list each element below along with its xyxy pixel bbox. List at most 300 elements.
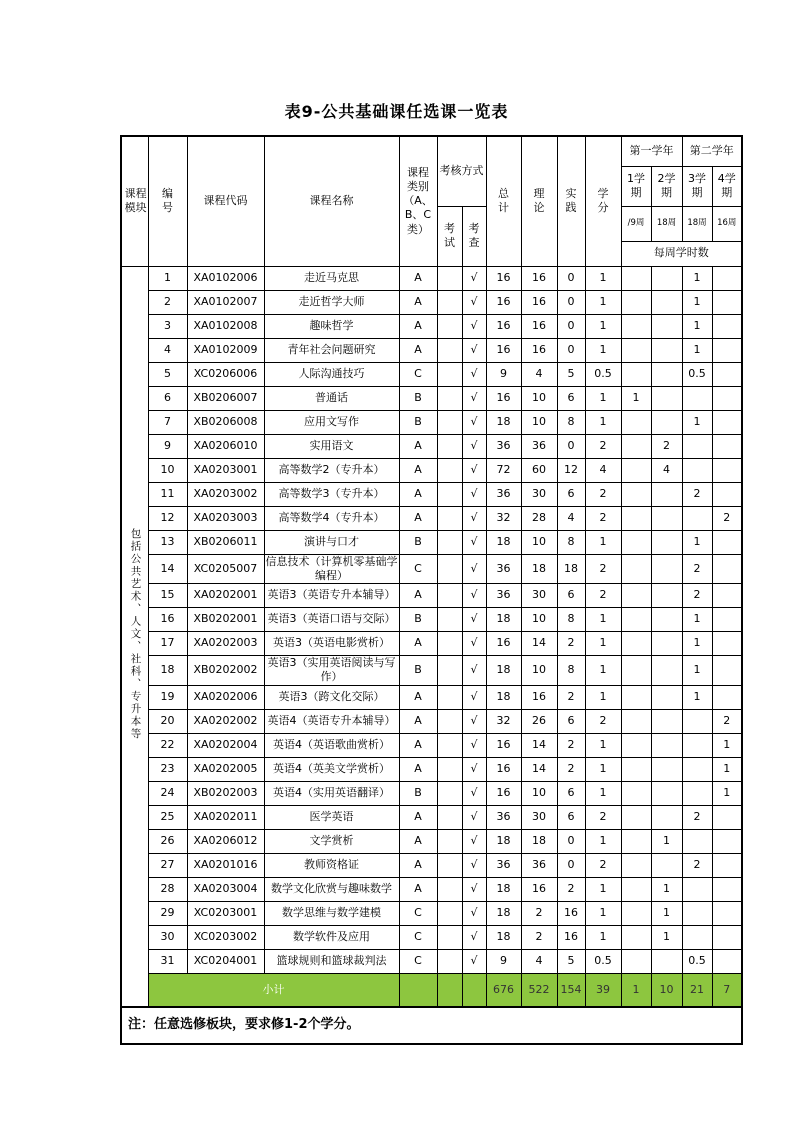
sem2-hours	[651, 757, 682, 781]
header-credits-label: 学分	[597, 186, 609, 215]
practice-hours: 2	[557, 632, 585, 656]
course-code: XA0202002	[187, 709, 264, 733]
exam-mark	[437, 554, 462, 584]
course-name: 走近哲学大师	[264, 290, 399, 314]
row-number: 2	[148, 290, 187, 314]
course-name: 演讲与口才	[264, 530, 399, 554]
credits-value: 1	[585, 656, 621, 686]
course-category: A	[399, 733, 437, 757]
sem2-hours	[651, 656, 682, 686]
total-hours: 18	[486, 829, 521, 853]
row-number: 31	[148, 949, 187, 973]
course-name: 实用语文	[264, 434, 399, 458]
sem1-hours	[621, 901, 651, 925]
theory-hours: 4	[521, 362, 557, 386]
table-row	[121, 314, 742, 338]
header-sem4	[712, 166, 742, 206]
practice-hours: 5	[557, 949, 585, 973]
check-mark: √	[462, 530, 486, 554]
course-name: 英语3（实用英语阅读与写作）	[264, 656, 399, 686]
practice-hours: 0	[557, 314, 585, 338]
total-hours: 18	[486, 608, 521, 632]
credits-value: 4	[585, 458, 621, 482]
practice-hours: 6	[557, 482, 585, 506]
practice-hours: 6	[557, 584, 585, 608]
check-mark: √	[462, 386, 486, 410]
check-mark: √	[462, 266, 486, 290]
sem2-hours	[651, 853, 682, 877]
sem1-hours	[621, 584, 651, 608]
course-code: XA0203001	[187, 458, 264, 482]
theory-hours: 10	[521, 608, 557, 632]
header-sem4-label: 4学期	[717, 171, 736, 199]
theory-hours: 18	[521, 829, 557, 853]
course-code: XA0202006	[187, 685, 264, 709]
sem3-hours: 1	[682, 314, 712, 338]
exam-mark	[437, 410, 462, 434]
credits-value: 1	[585, 608, 621, 632]
sem2-hours	[651, 584, 682, 608]
check-mark: √	[462, 482, 486, 506]
table-row	[121, 925, 742, 949]
sem1-hours	[621, 458, 651, 482]
course-category: C	[399, 362, 437, 386]
sem2-hours	[651, 709, 682, 733]
theory-hours: 16	[521, 314, 557, 338]
check-mark: √	[462, 362, 486, 386]
course-name: 普通话	[264, 386, 399, 410]
practice-hours: 0	[557, 853, 585, 877]
practice-hours: 8	[557, 410, 585, 434]
theory-hours: 16	[521, 877, 557, 901]
course-code: XA0102007	[187, 290, 264, 314]
theory-hours: 60	[521, 458, 557, 482]
header-category-label: 课程类别（A、B、C类）	[403, 165, 433, 236]
header-number-label: 编号	[162, 186, 173, 215]
total-hours: 16	[486, 632, 521, 656]
practice-hours: 2	[557, 757, 585, 781]
course-category: A	[399, 709, 437, 733]
course-code: XA0206012	[187, 829, 264, 853]
sem2-hours	[651, 554, 682, 584]
exam-mark	[437, 482, 462, 506]
table-row	[121, 829, 742, 853]
sem2-hours: 1	[651, 829, 682, 853]
exam-mark	[437, 709, 462, 733]
header-weeks2: 18周	[651, 206, 682, 241]
header-sem3	[682, 166, 712, 206]
row-number: 30	[148, 925, 187, 949]
course-category: B	[399, 530, 437, 554]
row-number: 27	[148, 853, 187, 877]
check-mark: √	[462, 853, 486, 877]
sem2-hours: 1	[651, 877, 682, 901]
exam-mark	[437, 338, 462, 362]
sem2-hours	[651, 386, 682, 410]
exam-mark	[437, 685, 462, 709]
total-hours: 16	[486, 314, 521, 338]
sem1-hours	[621, 608, 651, 632]
practice-hours: 16	[557, 901, 585, 925]
sem4-hours	[712, 656, 742, 686]
practice-hours: 0	[557, 266, 585, 290]
sem1-hours	[621, 530, 651, 554]
course-category: C	[399, 554, 437, 584]
header-weeks3: 18周	[682, 206, 712, 241]
sem4-hours: 2	[712, 506, 742, 530]
row-number: 22	[148, 733, 187, 757]
practice-hours: 2	[557, 733, 585, 757]
sem1-hours	[621, 362, 651, 386]
header-check	[462, 206, 486, 266]
sem1-hours	[621, 949, 651, 973]
header-practice	[557, 136, 585, 266]
practice-hours: 6	[557, 386, 585, 410]
course-code: XA0202001	[187, 584, 264, 608]
sem3-hours	[682, 733, 712, 757]
course-category: B	[399, 656, 437, 686]
row-number: 1	[148, 266, 187, 290]
sem4-hours: 2	[712, 709, 742, 733]
course-name: 英语3（英语口语与交际）	[264, 608, 399, 632]
header-year2: 第二学年	[682, 136, 742, 166]
sem1-hours	[621, 410, 651, 434]
check-mark: √	[462, 458, 486, 482]
table-row	[121, 685, 742, 709]
course-name: 英语3（英语电影赏析）	[264, 632, 399, 656]
credits-value: 1	[585, 733, 621, 757]
course-code: XC0205007	[187, 554, 264, 584]
credits-value: 1	[585, 877, 621, 901]
table-row	[121, 338, 742, 362]
course-category: B	[399, 410, 437, 434]
row-number: 29	[148, 901, 187, 925]
sem1-hours	[621, 632, 651, 656]
sem1-hours: 1	[621, 386, 651, 410]
check-mark: √	[462, 781, 486, 805]
theory-hours: 14	[521, 733, 557, 757]
table-row	[121, 434, 742, 458]
module-cell	[121, 266, 148, 1007]
course-code: XA0203004	[187, 877, 264, 901]
table-row	[121, 482, 742, 506]
sem4-hours	[712, 458, 742, 482]
check-mark: √	[462, 685, 486, 709]
credits-value: 2	[585, 434, 621, 458]
row-number: 6	[148, 386, 187, 410]
course-category: B	[399, 781, 437, 805]
sem3-hours: 1	[682, 266, 712, 290]
course-code: XB0206008	[187, 410, 264, 434]
exam-mark	[437, 949, 462, 973]
row-number: 11	[148, 482, 187, 506]
exam-mark	[437, 458, 462, 482]
course-name: 信息技术（计算机零基础学编程）	[265, 554, 398, 582]
sem2-hours	[651, 266, 682, 290]
check-mark: √	[462, 314, 486, 338]
credits-value: 1	[585, 386, 621, 410]
sem3-hours: 1	[682, 530, 712, 554]
theory-hours: 30	[521, 584, 557, 608]
theory-hours: 2	[521, 925, 557, 949]
sem1-hours	[621, 338, 651, 362]
subtotal-practice: 154	[557, 973, 585, 1007]
practice-hours: 0	[557, 829, 585, 853]
check-mark: √	[462, 338, 486, 362]
sem4-hours	[712, 386, 742, 410]
header-module-label: 课程模块	[124, 186, 147, 215]
exam-mark	[437, 314, 462, 338]
theory-hours: 10	[521, 656, 557, 686]
practice-hours: 16	[557, 925, 585, 949]
total-hours: 36	[486, 805, 521, 829]
check-mark: √	[462, 709, 486, 733]
exam-mark	[437, 853, 462, 877]
credits-value: 2	[585, 709, 621, 733]
course-code: XA0102009	[187, 338, 264, 362]
check-mark: √	[462, 434, 486, 458]
sem3-hours: 2	[682, 554, 712, 584]
header-exam-label: 考试	[444, 221, 455, 249]
sem4-hours	[712, 608, 742, 632]
sem3-hours: 1	[682, 338, 712, 362]
table-row	[121, 877, 742, 901]
check-mark: √	[462, 554, 486, 584]
credits-value: 1	[585, 901, 621, 925]
sem3-hours	[682, 877, 712, 901]
sem1-hours	[621, 482, 651, 506]
total-hours: 18	[486, 877, 521, 901]
credits-value: 1	[585, 757, 621, 781]
exam-mark	[437, 506, 462, 530]
exam-mark	[437, 901, 462, 925]
sem4-hours	[712, 266, 742, 290]
course-name: 英语3（跨文化交际）	[264, 685, 399, 709]
sem1-hours	[621, 434, 651, 458]
practice-hours: 2	[557, 685, 585, 709]
sem2-hours	[651, 338, 682, 362]
row-number: 23	[148, 757, 187, 781]
table-row	[121, 632, 742, 656]
row-number: 7	[148, 410, 187, 434]
theory-hours: 28	[521, 506, 557, 530]
table-row	[121, 584, 742, 608]
check-mark: √	[462, 656, 486, 686]
header-credits	[585, 136, 621, 266]
theory-hours: 36	[521, 434, 557, 458]
sem4-hours	[712, 482, 742, 506]
sem4-hours	[712, 685, 742, 709]
row-number: 18	[148, 656, 187, 686]
table-row	[121, 362, 742, 386]
course-name: 青年社会问题研究	[264, 338, 399, 362]
total-hours: 18	[486, 656, 521, 686]
sem2-hours	[651, 733, 682, 757]
exam-mark	[437, 632, 462, 656]
sem2-hours: 1	[651, 901, 682, 925]
table-row	[121, 757, 742, 781]
course-name: 英语4（实用英语翻译）	[264, 781, 399, 805]
practice-hours: 8	[557, 530, 585, 554]
header-module	[121, 136, 148, 266]
practice-hours: 8	[557, 656, 585, 686]
course-category: A	[399, 506, 437, 530]
sem4-hours	[712, 338, 742, 362]
subtotal-theory: 522	[521, 973, 557, 1007]
sem3-hours: 0.5	[682, 949, 712, 973]
theory-hours: 18	[521, 554, 557, 584]
theory-hours: 2	[521, 901, 557, 925]
note-text: 注：任意选修板块，要求修1-2个学分。	[121, 1007, 742, 1044]
theory-hours: 16	[521, 685, 557, 709]
course-code: XA0202003	[187, 632, 264, 656]
sem4-hours	[712, 925, 742, 949]
sem1-hours	[621, 781, 651, 805]
total-hours: 16	[486, 733, 521, 757]
header-check-label: 考查	[468, 221, 480, 249]
sem1-hours	[621, 877, 651, 901]
table-row	[121, 949, 742, 973]
header-total	[486, 136, 521, 266]
sem1-hours	[621, 925, 651, 949]
check-mark: √	[462, 901, 486, 925]
course-category: A	[399, 434, 437, 458]
credits-value: 1	[585, 266, 621, 290]
total-hours: 36	[486, 434, 521, 458]
sem3-hours	[682, 925, 712, 949]
course-category: A	[399, 482, 437, 506]
header-total-label: 总计	[498, 186, 509, 215]
sem3-hours: 1	[682, 632, 712, 656]
sem4-hours	[712, 949, 742, 973]
exam-mark	[437, 530, 462, 554]
row-number: 26	[148, 829, 187, 853]
sem4-hours	[712, 632, 742, 656]
header-name: 课程名称	[264, 136, 399, 266]
check-mark: √	[462, 805, 486, 829]
sem4-hours	[712, 901, 742, 925]
sem4-hours	[712, 290, 742, 314]
row-number: 24	[148, 781, 187, 805]
total-hours: 32	[486, 506, 521, 530]
course-name: 英语4（英美文学赏析）	[264, 757, 399, 781]
course-code: XC0203001	[187, 901, 264, 925]
sem3-hours: 1	[682, 608, 712, 632]
sem2-hours	[651, 506, 682, 530]
credits-value: 1	[585, 781, 621, 805]
module-label: 包括公共艺术、人文、社科、专升本等	[129, 527, 142, 741]
total-hours: 18	[486, 901, 521, 925]
sem3-hours: 1	[682, 290, 712, 314]
table-row	[121, 709, 742, 733]
sem2-hours: 4	[651, 458, 682, 482]
sem1-hours	[621, 757, 651, 781]
sem4-hours: 1	[712, 733, 742, 757]
practice-hours: 0	[557, 290, 585, 314]
subtotal-category	[399, 973, 437, 1007]
table-row	[121, 805, 742, 829]
credits-value: 1	[585, 632, 621, 656]
sem2-hours: 2	[651, 434, 682, 458]
theory-hours: 10	[521, 386, 557, 410]
sem2-hours	[651, 314, 682, 338]
total-hours: 36	[486, 584, 521, 608]
course-name: 英语4（英语专升本辅导）	[264, 709, 399, 733]
row-number: 14	[148, 554, 187, 584]
sem2-hours	[651, 632, 682, 656]
total-hours: 32	[486, 709, 521, 733]
check-mark: √	[462, 506, 486, 530]
sem3-hours: 1	[682, 410, 712, 434]
course-name: 数学文化欣赏与趣味数学	[264, 877, 399, 901]
subtotal-credits: 39	[585, 973, 621, 1007]
row-number: 17	[148, 632, 187, 656]
sem3-hours	[682, 757, 712, 781]
table-row	[121, 608, 742, 632]
sem3-hours	[682, 458, 712, 482]
course-category: A	[399, 338, 437, 362]
exam-mark	[437, 757, 462, 781]
course-code: XB0206011	[187, 530, 264, 554]
sem3-hours: 2	[682, 482, 712, 506]
check-mark: √	[462, 925, 486, 949]
course-name: 英语3（英语专升本辅导）	[264, 584, 399, 608]
header-weekly-hours: 每周学时数	[621, 241, 742, 266]
sem2-hours	[651, 805, 682, 829]
credits-value: 1	[585, 925, 621, 949]
practice-hours: 4	[557, 506, 585, 530]
credits-value: 2	[585, 584, 621, 608]
total-hours: 16	[486, 290, 521, 314]
sem1-hours	[621, 290, 651, 314]
sem2-hours	[651, 410, 682, 434]
credits-value: 1	[585, 410, 621, 434]
credits-value: 2	[585, 506, 621, 530]
course-code: XB0202003	[187, 781, 264, 805]
course-code: XA0202005	[187, 757, 264, 781]
table-row	[121, 554, 742, 584]
total-hours: 9	[486, 949, 521, 973]
credits-value: 1	[585, 829, 621, 853]
subtotal-exam	[437, 973, 462, 1007]
sem2-hours	[651, 781, 682, 805]
sem1-hours	[621, 314, 651, 338]
table-row	[121, 506, 742, 530]
credits-value: 0.5	[585, 949, 621, 973]
table-row	[121, 386, 742, 410]
course-category: A	[399, 853, 437, 877]
header-practice-label: 实践	[565, 186, 577, 215]
course-code: XB0202002	[187, 656, 264, 686]
course-code: XA0203002	[187, 482, 264, 506]
header-number	[148, 136, 187, 266]
sem2-hours	[651, 482, 682, 506]
header-theory	[521, 136, 557, 266]
practice-hours: 5	[557, 362, 585, 386]
course-category: A	[399, 266, 437, 290]
exam-mark	[437, 925, 462, 949]
course-code: XC0203002	[187, 925, 264, 949]
course-category: A	[399, 829, 437, 853]
header-assessment: 考核方式	[437, 136, 486, 206]
header-exam	[437, 206, 462, 266]
theory-hours: 14	[521, 632, 557, 656]
check-mark: √	[462, 757, 486, 781]
check-mark: √	[462, 608, 486, 632]
sem2-hours	[651, 949, 682, 973]
check-mark: √	[462, 290, 486, 314]
row-number: 4	[148, 338, 187, 362]
